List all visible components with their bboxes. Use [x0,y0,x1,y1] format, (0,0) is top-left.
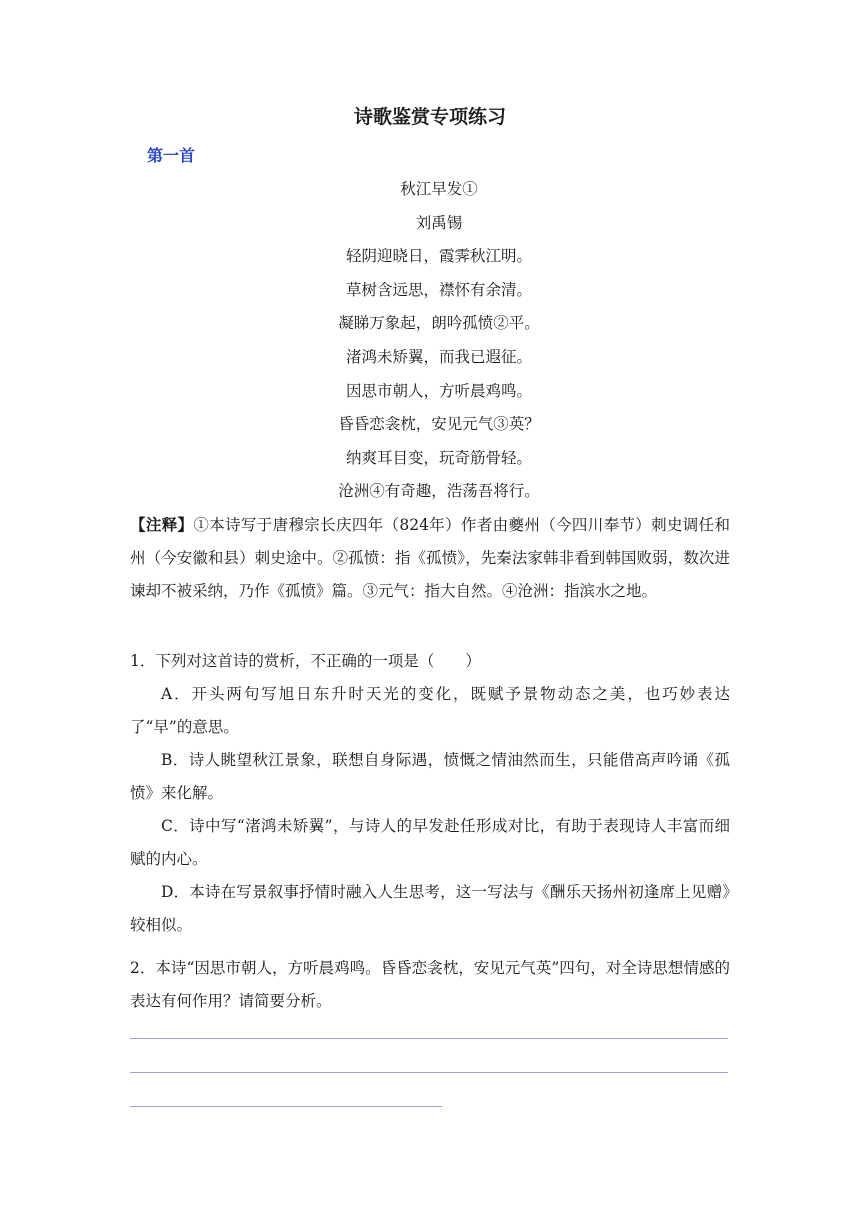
poem-line: 纳爽耳目变，玩奇筋骨轻。 [345,448,532,467]
poem-line: 草树含远思，襟怀有余清。 [345,280,532,299]
poem-line: 轻阴迎晓日，霞霁秋江明。 [345,247,532,266]
poem-title: 秋江早发① [400,180,478,198]
question-1-stem: 1．下列对这首诗的赏析，不正确的一项是（ ） [130,652,481,670]
option-b: B．诗人眺望秋江景象，联想自身际遇，愤慨之情油然而生，只能借高声吟诵《孤愤》来化解。 [130,751,730,802]
poem [0,174,860,510]
answer-line [130,1072,728,1073]
poem-line: 渚鸿未矫翼，而我已遐征。 [345,347,532,366]
section-heading: 第一首 [147,146,196,165]
poem-line: 凝睇万象起，朗吟孤愤②平。 [338,314,540,333]
page-title: 诗歌鉴赏专项练习 [353,106,506,128]
poem-author: 刘禹锡 [415,213,463,232]
note-text: ①本诗写于唐穆宗长庆四年（824年）作者由夔州（今四川奉节）刺史调任和州（今安徽和县）刺史途中。②孤愤：指《孤愤》，先秦法家韩非看到韩国败弱，数次进谏却不被采纳，乃作《孤愤》篇。③元气：指大自然。④沧洲：指滨水之地。 [130,516,730,600]
annotation-note [130,508,730,608]
option-d: D．本诗在写景叙事抒情时融入人生思考，这一写法与《酬乐天扬州初逢席上见赠》较相似。 [130,883,730,934]
poem-line: 沧洲④有奇趣，浩荡吾将行。 [338,482,540,501]
poem-line: 昏昏恋衾枕，安见元气③英？ [338,415,540,434]
poem-line: 因思市朝人，方听晨鸡鸣。 [345,381,532,400]
note-label: 【注释】 [130,515,194,534]
option-c: C．诗中写“渚鸿未矫翼”，与诗人的早发赴任形成对比，有助于表现诗人丰富而细赋的内心。 [130,817,730,868]
question-1 [130,645,730,942]
question-2-stem: 2．本诗“因思市朝人，方听晨鸡鸣。昏昏恋衾枕，安见元气英”四句，对全诗思想情感的表达有何作用？请简要分析。 [130,959,730,1010]
option-a: A．开头两句写旭日东升时天光的变化，既赋予景物动态之美，也巧妙表达了“早”的意思。 [130,685,730,736]
answer-line [130,1106,442,1107]
answer-line [130,1038,728,1039]
